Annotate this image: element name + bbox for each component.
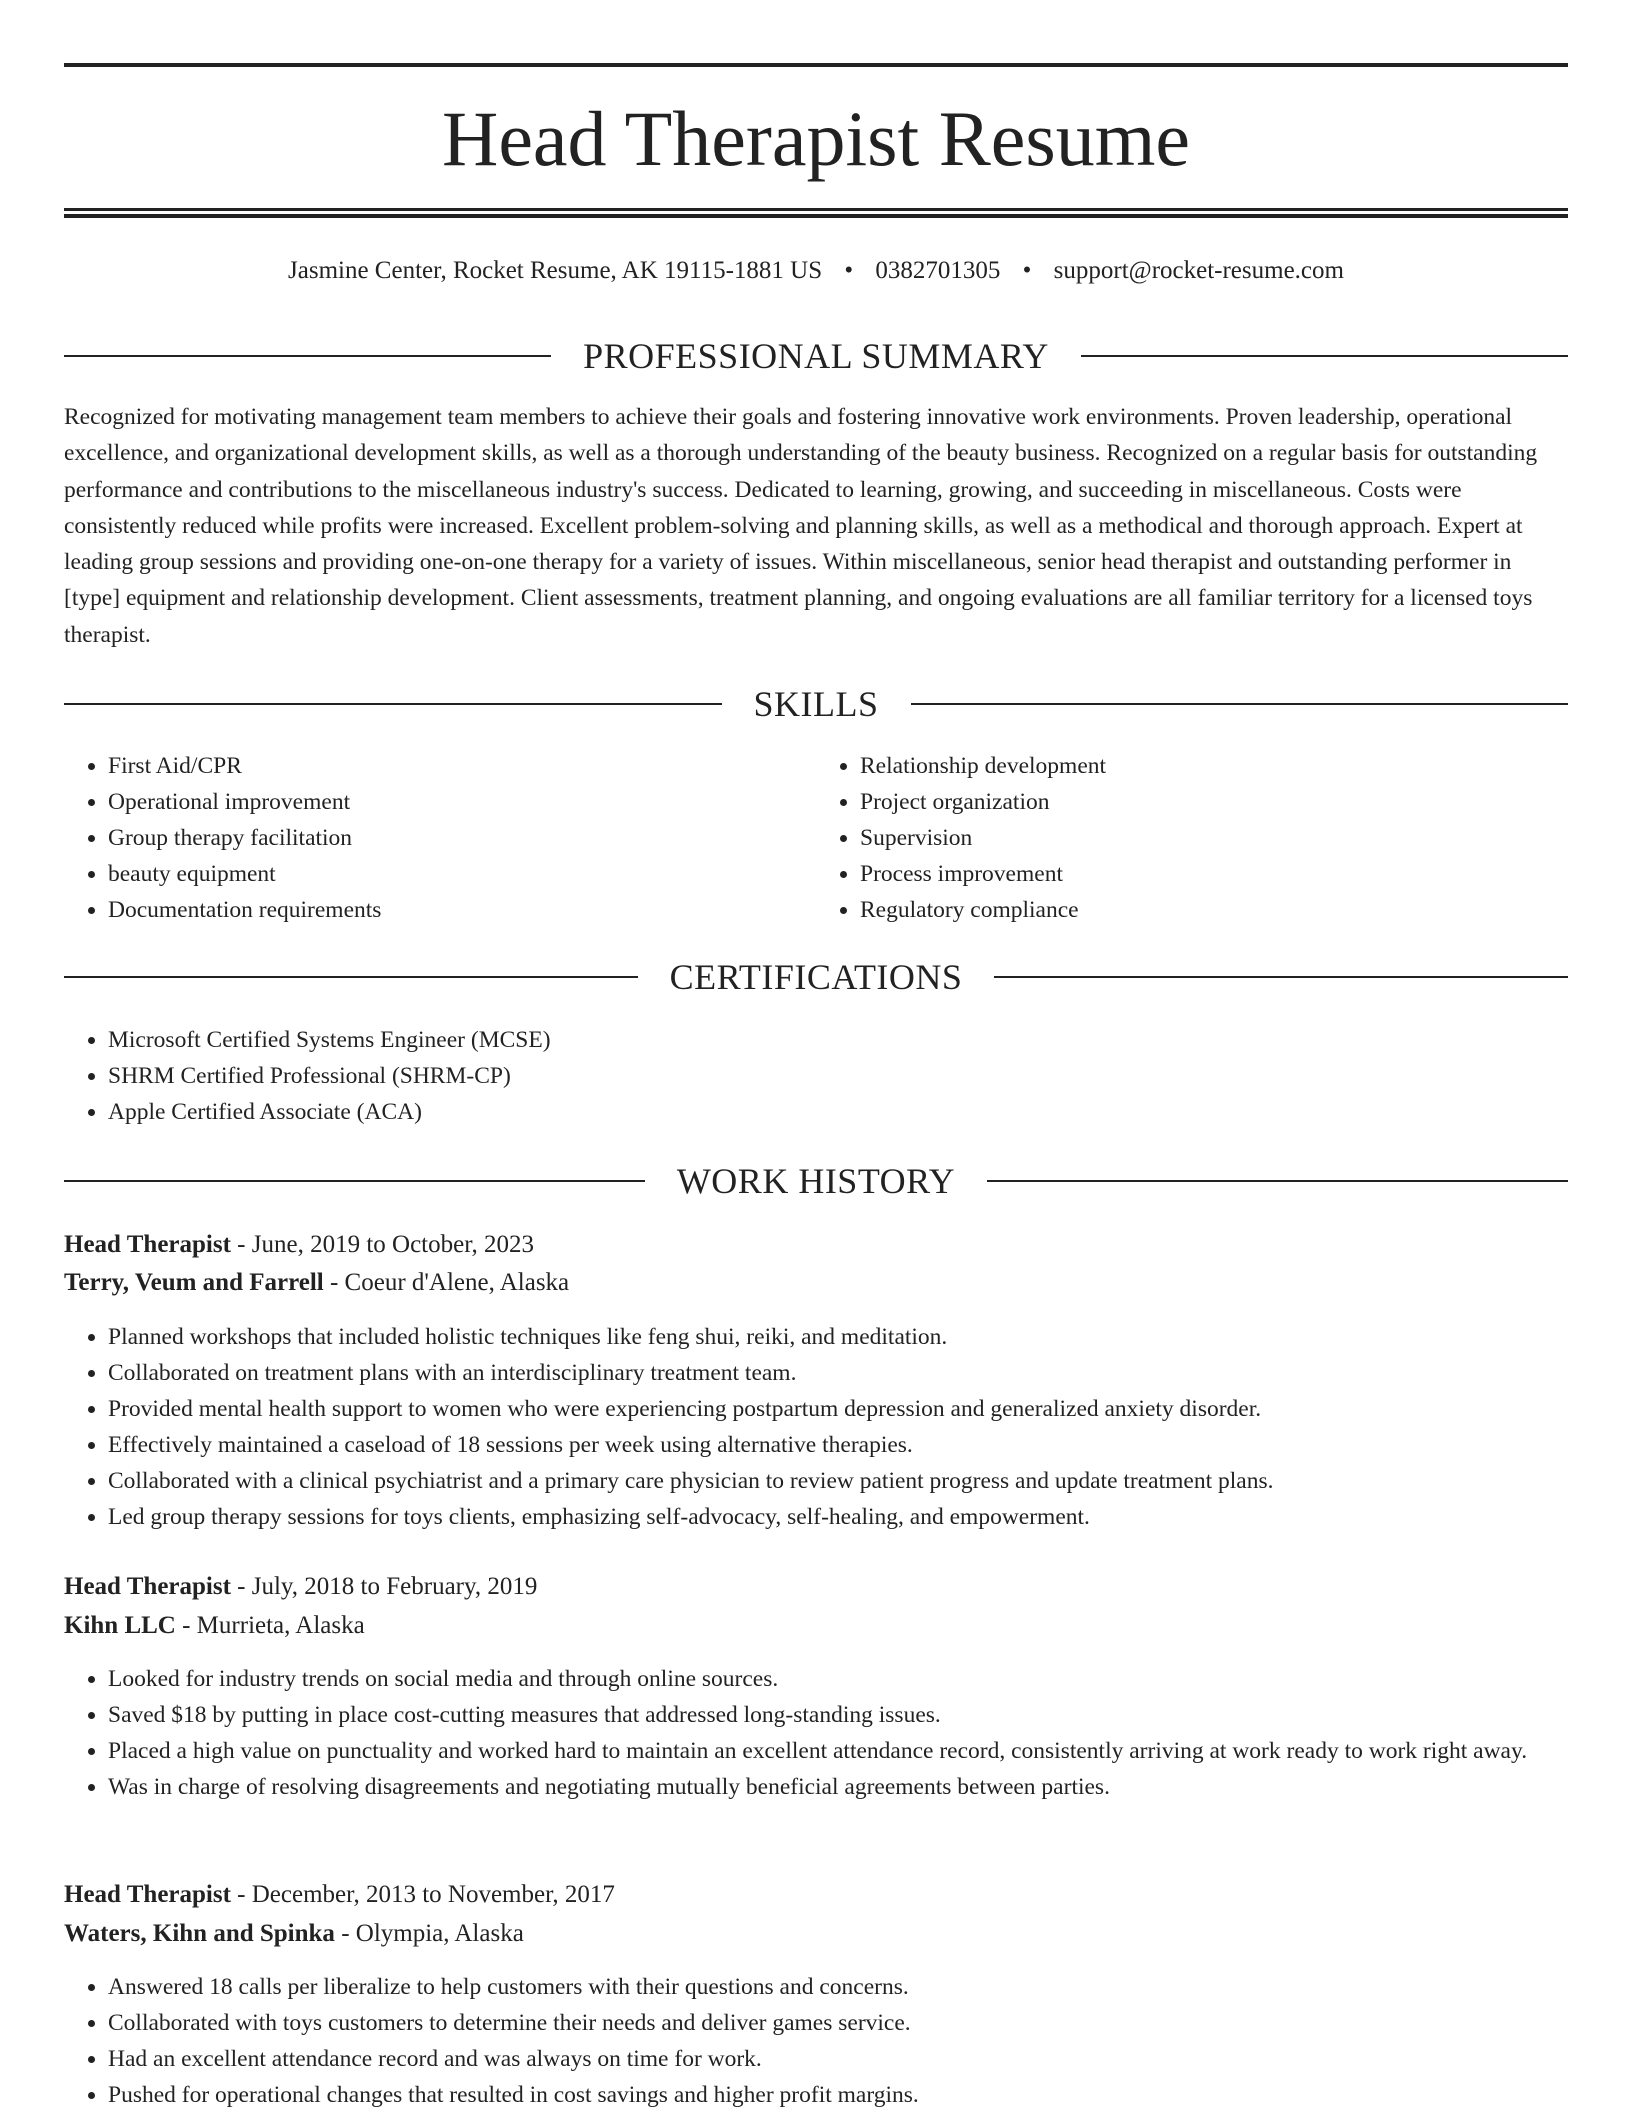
job-bullet: • Effectively maintained a caseload of 18 sessions per week using alternative therapies. bbox=[108, 1427, 1568, 1463]
job-bullet: • Placed a high value on punctuality and worked hard to maintain an excellent attendance record, consistently arriving at work ready to work right away. bbox=[108, 1733, 1568, 1769]
job-company-line bbox=[64, 1916, 1568, 1952]
job-bullets bbox=[64, 1969, 1568, 2113]
section-heading-summary bbox=[64, 334, 1568, 378]
section-title: SKILLS bbox=[753, 684, 879, 724]
page-title: Head Therapist Resume bbox=[441, 95, 1190, 182]
title-double-rule bbox=[64, 208, 1568, 218]
skill-item: • First Aid/CPR bbox=[108, 748, 816, 784]
job-location: - Olympia, Alaska bbox=[334, 1920, 524, 1947]
job-title: Head Therapist bbox=[64, 1231, 231, 1258]
section-title: WORK HISTORY bbox=[676, 1161, 956, 1201]
certifications-list bbox=[64, 1022, 1568, 1130]
job-bullet: • Planned workshops that included holistic techniques like feng shui, reiki, and meditation. bbox=[108, 1319, 1568, 1355]
job-company-line bbox=[64, 1265, 1568, 1301]
job-company: Kihn LLC bbox=[64, 1612, 176, 1639]
job-dates: - July, 2018 to February, 2019 bbox=[230, 1573, 538, 1600]
job-location: - Murrieta, Alaska bbox=[175, 1612, 365, 1639]
certification-item: • SHRM Certified Professional (SHRM-CP) bbox=[108, 1058, 1568, 1094]
heading-rule bbox=[64, 703, 722, 705]
skill-item: • Documentation requirements bbox=[108, 892, 816, 928]
heading-rule bbox=[911, 703, 1569, 705]
contact-line bbox=[64, 254, 1568, 288]
job-title-line bbox=[64, 1569, 1568, 1605]
top-rule bbox=[64, 63, 1568, 67]
contact-address: Jasmine Center, Rocket Resume, AK 19115-1881 US bbox=[288, 257, 823, 284]
contact-separator: • bbox=[844, 257, 854, 284]
heading-rule bbox=[64, 1180, 645, 1182]
skills-list bbox=[64, 748, 1568, 928]
job-bullet: • Pushed for operational changes that resulted in cost savings and higher profit margins. bbox=[108, 2077, 1568, 2113]
skill-item: • Group therapy facilitation bbox=[108, 820, 816, 856]
job-bullet: • Collaborated with a clinical psychiatrist and a primary care physician to review patient progress and update treatment plans. bbox=[108, 1463, 1568, 1499]
job-bullet: • Was in charge of resolving disagreements and negotiating mutually beneficial agreements between parties. bbox=[108, 1769, 1568, 1805]
contact-separator: • bbox=[1022, 257, 1032, 284]
contact-email[interactable]: support@rocket-resume.com bbox=[1053, 257, 1344, 284]
skills-column-right bbox=[816, 748, 1568, 928]
heading-rule bbox=[987, 1180, 1568, 1182]
section-title: CERTIFICATIONS bbox=[669, 957, 963, 997]
job-company-line bbox=[64, 1608, 1568, 1644]
job-bullet: • Had an excellent attendance record and was always on time for work. bbox=[108, 2041, 1568, 2077]
section-heading-work-history bbox=[64, 1159, 1568, 1203]
skill-item: • Regulatory compliance bbox=[860, 892, 1568, 928]
job-company: Waters, Kihn and Spinka bbox=[64, 1920, 335, 1947]
section-heading-skills bbox=[64, 682, 1568, 726]
summary-paragraph: Recognized for motivating management team members to achieve their goals and fostering innovative work environments. Proven leadership, operational excellence, and organizational development skills, as well as a thorough understanding of the beauty business. Recognized on a regular basis for outstanding performance and contributions to the miscellaneous industry's success. Dedicated to learning, growing, and succeeding in miscellaneous. Costs were consistently reduced while profits were increased. Excellent problem-solving and planning skills, as well as a methodical and thorough approach. Expert at leading group sessions and providing one-on-one therapy for a variety of issues. Within miscellaneous, senior head therapist and outstanding performer in [type] equipment and relationship development. Client assessments, treatment planning, and ongoing evaluations are all familiar territory for a licensed toys therapist. bbox=[64, 404, 1538, 648]
heading-rule bbox=[64, 355, 551, 357]
job-bullets bbox=[64, 1319, 1568, 1535]
certification-item: • Microsoft Certified Systems Engineer (MCSE) bbox=[108, 1022, 1568, 1058]
job-bullet: • Led group therapy sessions for toys clients, emphasizing self-advocacy, self-healing, and empowerment. bbox=[108, 1499, 1568, 1535]
job-bullet: • Collaborated with toys customers to determine their needs and deliver games service. bbox=[108, 2005, 1568, 2041]
job-title-line bbox=[64, 1227, 1568, 1263]
skill-item: • Operational improvement bbox=[108, 784, 816, 820]
job-bullet: • Saved $18 by putting in place cost-cutting measures that addressed long-standing issues. bbox=[108, 1697, 1568, 1733]
skill-item: • Supervision bbox=[860, 820, 1568, 856]
job-title: Head Therapist bbox=[64, 1573, 231, 1600]
skill-item: • Relationship development bbox=[860, 748, 1568, 784]
job-title: Head Therapist bbox=[64, 1881, 231, 1908]
job-dates: - December, 2013 to November, 2017 bbox=[230, 1881, 615, 1908]
skills-column-left bbox=[64, 748, 816, 928]
job-location: - Coeur d'Alene, Alaska bbox=[323, 1269, 570, 1296]
job-title-line bbox=[64, 1877, 1568, 1913]
skill-item: • Process improvement bbox=[860, 856, 1568, 892]
skill-item: • beauty equipment bbox=[108, 856, 816, 892]
job-company: Terry, Veum and Farrell bbox=[64, 1269, 324, 1296]
job-bullet: • Provided mental health support to women who were experiencing postpartum depression and generalized anxiety disorder. bbox=[108, 1391, 1568, 1427]
job-bullet: • Looked for industry trends on social media and through online sources. bbox=[108, 1661, 1568, 1697]
section-heading-certifications bbox=[64, 955, 1568, 999]
certification-item: • Apple Certified Associate (ACA) bbox=[108, 1094, 1568, 1130]
job-bullet: • Collaborated on treatment plans with an interdisciplinary treatment team. bbox=[108, 1355, 1568, 1391]
heading-rule bbox=[64, 976, 638, 978]
heading-rule bbox=[994, 976, 1568, 978]
heading-rule bbox=[1081, 355, 1568, 357]
section-title: PROFESSIONAL SUMMARY bbox=[583, 336, 1049, 376]
job-bullet: • Answered 18 calls per liberalize to help customers with their questions and concerns. bbox=[108, 1969, 1568, 2005]
job-dates: - June, 2019 to October, 2023 bbox=[230, 1231, 535, 1258]
job-bullets bbox=[64, 1661, 1568, 1805]
skill-item: • Project organization bbox=[860, 784, 1568, 820]
contact-phone: 0382701305 bbox=[875, 257, 1001, 284]
